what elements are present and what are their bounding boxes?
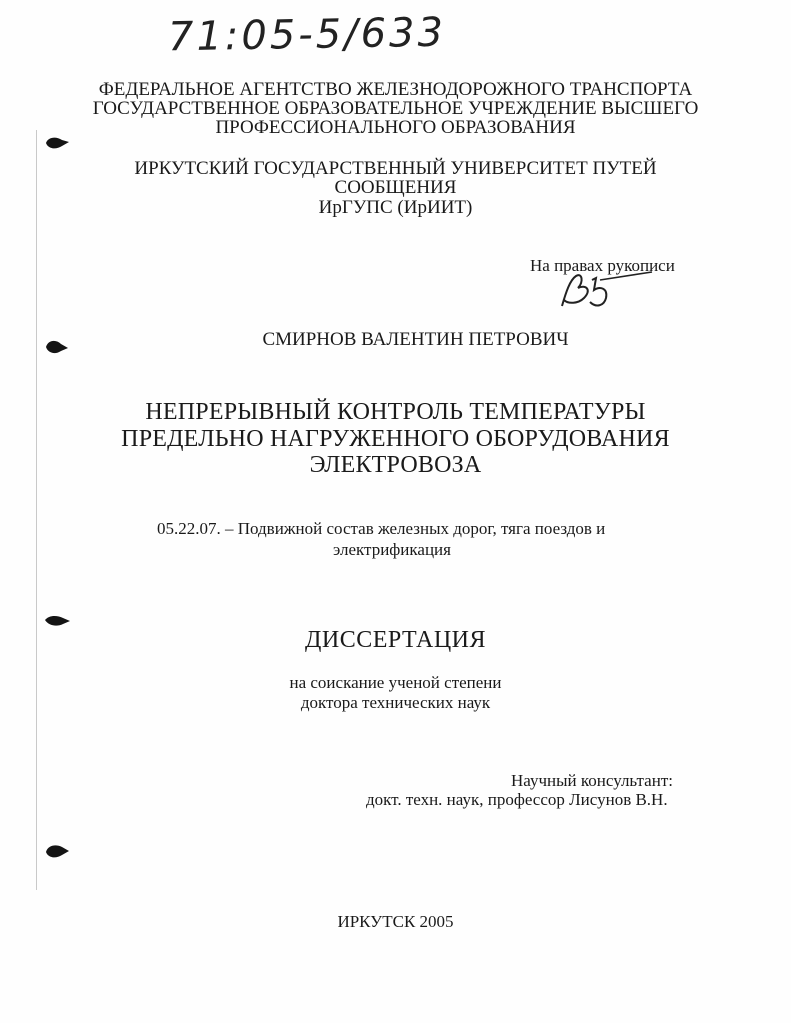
page-margin-line <box>36 130 37 890</box>
dissertation-title-line-3: ЭЛЕКТРОВОЗА <box>309 452 482 478</box>
archive-number: 71:05-5/633 <box>167 9 447 61</box>
consultant-name: докт. техн. наук, профессор Лисунов В.Н. <box>366 790 668 809</box>
manuscript-rights-label: На правах рукописи <box>530 256 675 275</box>
organization-line-1: ФЕДЕРАЛЬНОЕ АГЕНТСТВО ЖЕЛЕЗНОДОРОЖНОГО ТРАНСПОРТА <box>98 79 693 100</box>
organization-line-2: ГОСУДАРСТВЕННОЕ ОБРАЗОВАТЕЛЬНОЕ УЧРЕЖДЕНИЕ ВЫСШЕГО <box>92 98 699 119</box>
organization-line-3: ПРОФЕССИОНАЛЬНОГО ОБРАЗОВАНИЯ <box>215 117 576 138</box>
dissertation-title-line-2: ПРЕДЕЛЬНО НАГРУЖЕННОГО ОБОРУДОВАНИЯ <box>121 426 670 452</box>
dissertation-title-line-1: НЕПРЕРЫВНЫЙ КОНТРОЛЬ ТЕМПЕРАТУРЫ <box>145 399 646 425</box>
author-signature <box>552 268 662 318</box>
university-line-1: ИРКУТСКИЙ ГОСУДАРСТВЕННЫЙ УНИВЕРСИТЕТ ПУТЕЙ <box>134 158 657 179</box>
specialty-line-2: электрификация <box>333 540 451 559</box>
document-type: ДИССЕРТАЦИЯ <box>305 627 486 653</box>
university-line-2: СООБЩЕНИЯ <box>334 177 457 198</box>
degree-line-2: доктора технических наук <box>300 693 491 712</box>
specialty-line-1: 05.22.07. – Подвижной состав железных дорог, тяга поездов и <box>157 519 606 538</box>
binding-hole-mark <box>42 842 72 860</box>
university-line-3: ИрГУПС (ИрИИТ) <box>318 197 473 218</box>
consultant-label: Научный консультант: <box>511 771 673 790</box>
city-year: ИРКУТСК 2005 <box>337 912 454 931</box>
degree-line-1: на соискание ученой степени <box>289 673 502 692</box>
author-name: СМИРНОВ ВАЛЕНТИН ПЕТРОВИЧ <box>262 329 569 350</box>
